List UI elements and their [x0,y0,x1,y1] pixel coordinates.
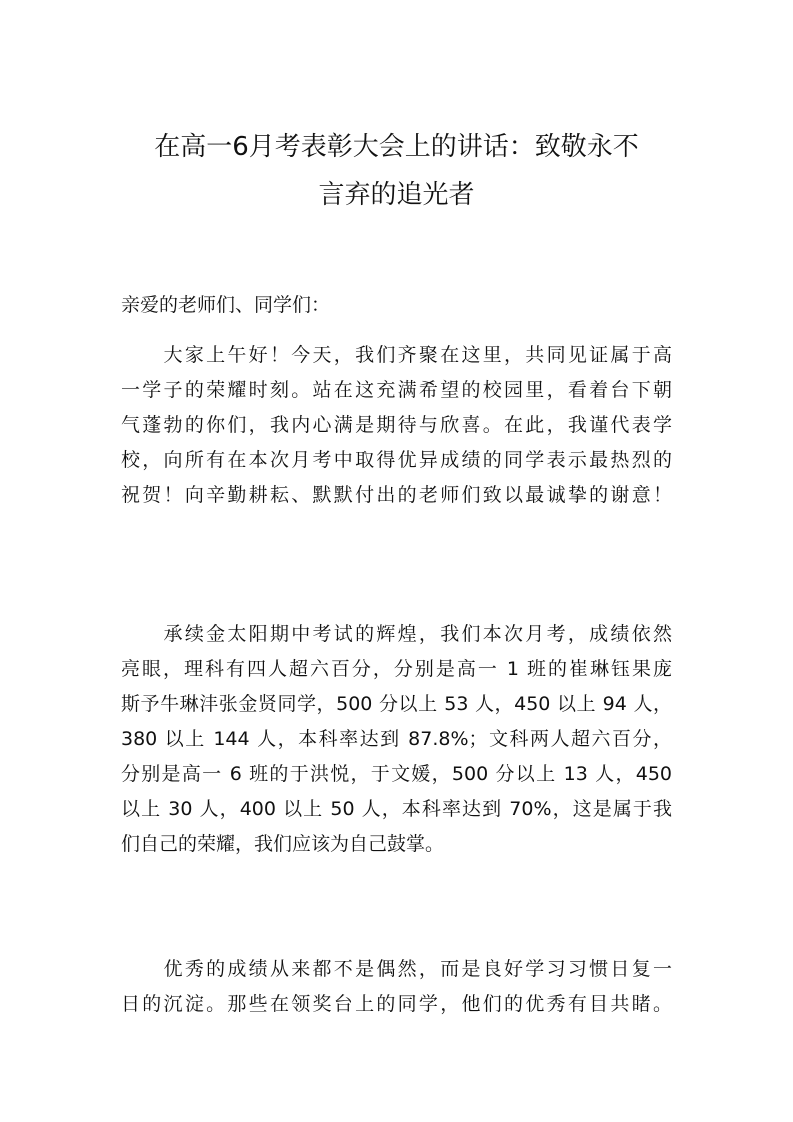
paragraph-line: 祝贺！向辛勤耕耘、默默付出的老师们致以最诚挚的谢意！ [121,484,672,506]
paragraph-line: 亮眼，理科有四人超六百分，分别是高一 1 班的崔琳钰果庞 [121,658,672,680]
paragraph-line: 一学子的荣耀时刻。站在这充满希望的校园里，看着台下朝 [121,379,672,401]
paragraph-line: 校，向所有在本次月考中取得优异成绩的同学表示最热烈的 [121,449,672,471]
paragraph-line: 承续金太阳期中考试的辉煌，我们本次月考，成绩依然 [121,623,672,645]
paragraph-line: 优秀的成绩从来都不是偶然，而是良好学习习惯日复一 [121,958,672,980]
paragraph-line: 分别是高一 6 班的于洪悦，于文媛，500 分以上 13 人，450 [121,763,672,785]
greeting: 亲爱的老师们、同学们： [121,294,331,316]
paragraph-line: 气蓬勃的你们，我内心满是期待与欣喜。在此，我谨代表学 [121,414,672,436]
paragraph-line: 大家上午好！今天，我们齐聚在这里，共同见证属于高 [121,344,672,366]
paragraph-line: 斯予牛琳沣张金贤同学，500 分以上 53 人，450 以上 94 人， [121,693,672,715]
paragraph-line: 们自己的荣耀，我们应该为自己鼓掌。 [121,833,445,855]
paragraph-line: 以上 30 人，400 以上 50 人，本科率达到 70%，这是属于我 [121,798,672,820]
paragraph-line: 日的沉淀。那些在领奖台上的同学，他们的优秀有目共睹。 [121,993,672,1015]
paragraph-line: 380 以上 144 人，本科率达到 87.8%；文科两人超六百分， [121,728,672,750]
title-line-1: 在高一6月考表彰大会上的讲话：致敬永不 [154,132,639,162]
title-line-2: 言弃的追光者 [318,180,475,210]
